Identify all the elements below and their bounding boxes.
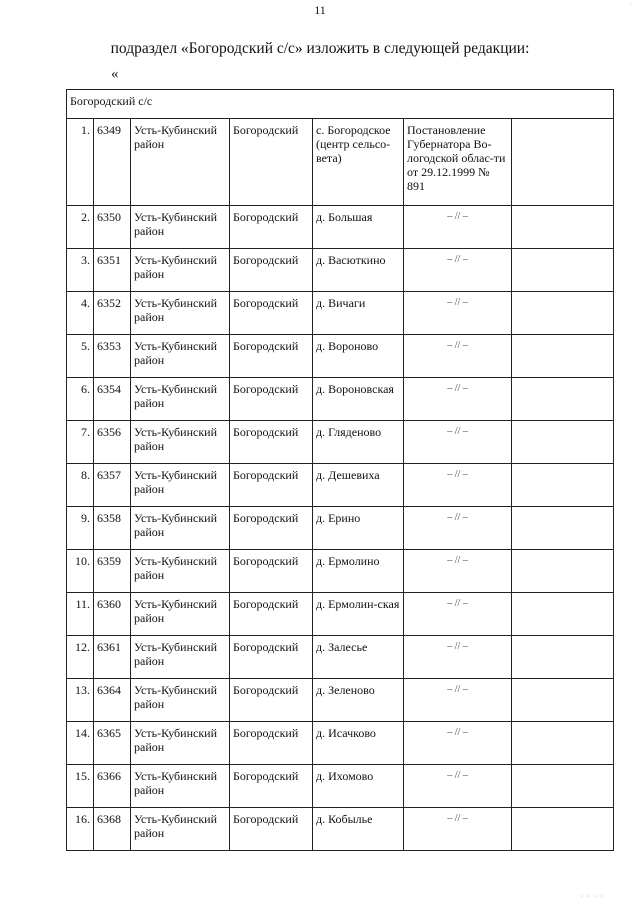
intro-text: подраздел «Богородский с/с» изложить в следующей редакции: <box>110 40 530 57</box>
row-settlement: д. Дешевиха <box>313 464 404 507</box>
table-row <box>67 765 614 808</box>
table-row <box>67 292 614 335</box>
row-number: 2. <box>67 206 94 249</box>
row-settlement: д. Ермолино <box>313 550 404 593</box>
row-note <box>512 249 614 292</box>
row-code: 6354 <box>94 378 131 421</box>
row-number: 3. <box>67 249 94 292</box>
table-row <box>67 808 614 851</box>
table-row <box>67 464 614 507</box>
row-note <box>512 206 614 249</box>
row-council: Богородский <box>230 335 313 378</box>
row-document: – // – <box>404 378 512 421</box>
row-settlement: д. Большая <box>313 206 404 249</box>
row-document: – // – <box>404 550 512 593</box>
row-council: Богородский <box>230 378 313 421</box>
row-number: 14. <box>67 722 94 765</box>
section-header-row <box>67 90 614 119</box>
row-note <box>512 292 614 335</box>
row-district: Усть-Кубинский район <box>131 808 230 851</box>
row-number: 13. <box>67 679 94 722</box>
table-row <box>67 507 614 550</box>
row-settlement: д. Исачково <box>313 722 404 765</box>
page-number: 11 <box>314 3 326 17</box>
row-document: – // – <box>404 679 512 722</box>
row-document: – // – <box>404 464 512 507</box>
row-number: 15. <box>67 765 94 808</box>
row-document: – // – <box>404 765 512 808</box>
table-row <box>67 249 614 292</box>
row-council: Богородский <box>230 550 313 593</box>
row-council: Богородский <box>230 722 313 765</box>
row-note <box>512 722 614 765</box>
row-document: – // – <box>404 507 512 550</box>
row-council: Богородский <box>230 593 313 636</box>
scan-corner-mark: · <box>629 0 632 9</box>
scan-footer-mark: · · · · <box>580 892 604 901</box>
row-code: 6364 <box>94 679 131 722</box>
row-document: Постановление Губернатора Во-логодской облас-ти от 29.12.1999 № 891 <box>404 119 512 206</box>
row-number: 4. <box>67 292 94 335</box>
row-settlement: д. Ермолин-ская <box>313 593 404 636</box>
row-note <box>512 636 614 679</box>
row-district: Усть-Кубинский район <box>131 550 230 593</box>
row-council: Богородский <box>230 249 313 292</box>
row-settlement: д. Ихомово <box>313 765 404 808</box>
row-settlement: д. Вичаги <box>313 292 404 335</box>
row-settlement: д. Залесье <box>313 636 404 679</box>
row-document: – // – <box>404 206 512 249</box>
row-district: Усть-Кубинский район <box>131 421 230 464</box>
row-document: – // – <box>404 593 512 636</box>
row-note <box>512 507 614 550</box>
row-note <box>512 808 614 851</box>
settlements-table <box>66 89 614 851</box>
table-row <box>67 636 614 679</box>
row-note <box>512 335 614 378</box>
row-number: 9. <box>67 507 94 550</box>
row-district: Усть-Кубинский район <box>131 292 230 335</box>
table-row <box>67 550 614 593</box>
row-code: 6359 <box>94 550 131 593</box>
row-note <box>512 593 614 636</box>
row-district: Усть-Кубинский район <box>131 378 230 421</box>
row-note <box>512 679 614 722</box>
table-row <box>67 206 614 249</box>
row-code: 6353 <box>94 335 131 378</box>
table-row <box>67 722 614 765</box>
row-note <box>512 378 614 421</box>
row-district: Усть-Кубинский район <box>131 636 230 679</box>
row-document: – // – <box>404 636 512 679</box>
row-council: Богородский <box>230 765 313 808</box>
row-district: Усть-Кубинский район <box>131 119 230 206</box>
table-row <box>67 378 614 421</box>
row-settlement: д. Зеленово <box>313 679 404 722</box>
row-district: Усть-Кубинский район <box>131 249 230 292</box>
row-number: 11. <box>67 593 94 636</box>
row-note <box>512 765 614 808</box>
row-settlement: д. Вороновская <box>313 378 404 421</box>
table-row <box>67 593 614 636</box>
row-number: 7. <box>67 421 94 464</box>
row-code: 6356 <box>94 421 131 464</box>
row-code: 6361 <box>94 636 131 679</box>
row-number: 5. <box>67 335 94 378</box>
row-code: 6365 <box>94 722 131 765</box>
row-code: 6357 <box>94 464 131 507</box>
row-note <box>512 550 614 593</box>
section-title: Богородский с/с <box>67 90 614 119</box>
row-document: – // – <box>404 292 512 335</box>
row-council: Богородский <box>230 292 313 335</box>
row-document: – // – <box>404 722 512 765</box>
row-council: Богородский <box>230 119 313 206</box>
row-note <box>512 464 614 507</box>
row-district: Усть-Кубинский район <box>131 206 230 249</box>
table-row <box>67 421 614 464</box>
row-number: 10. <box>67 550 94 593</box>
row-number: 16. <box>67 808 94 851</box>
row-number: 12. <box>67 636 94 679</box>
row-council: Богородский <box>230 636 313 679</box>
row-district: Усть-Кубинский район <box>131 464 230 507</box>
row-code: 6352 <box>94 292 131 335</box>
row-document: – // – <box>404 421 512 464</box>
row-settlement: д. Вороново <box>313 335 404 378</box>
row-note <box>512 421 614 464</box>
row-settlement: д. Кобылье <box>313 808 404 851</box>
row-code: 6351 <box>94 249 131 292</box>
row-document: – // – <box>404 808 512 851</box>
row-note <box>512 119 614 206</box>
table-row <box>67 679 614 722</box>
table-row <box>67 119 614 206</box>
opening-quote: « <box>111 66 119 82</box>
table-row <box>67 335 614 378</box>
row-district: Усть-Кубинский район <box>131 722 230 765</box>
row-district: Усть-Кубинский район <box>131 507 230 550</box>
row-document: – // – <box>404 249 512 292</box>
row-settlement: д. Васюткино <box>313 249 404 292</box>
row-district: Усть-Кубинский район <box>131 765 230 808</box>
row-code: 6368 <box>94 808 131 851</box>
row-district: Усть-Кубинский район <box>131 593 230 636</box>
row-council: Богородский <box>230 808 313 851</box>
row-code: 6358 <box>94 507 131 550</box>
row-code: 6366 <box>94 765 131 808</box>
row-settlement: д. Гляденово <box>313 421 404 464</box>
row-council: Богородский <box>230 507 313 550</box>
row-code: 6360 <box>94 593 131 636</box>
row-settlement: д. Ерино <box>313 507 404 550</box>
row-code: 6349 <box>94 119 131 206</box>
row-code: 6350 <box>94 206 131 249</box>
row-council: Богородский <box>230 421 313 464</box>
row-district: Усть-Кубинский район <box>131 679 230 722</box>
row-council: Богородский <box>230 206 313 249</box>
row-document: – // – <box>404 335 512 378</box>
row-number: 1. <box>67 119 94 206</box>
row-number: 8. <box>67 464 94 507</box>
row-district: Усть-Кубинский район <box>131 335 230 378</box>
row-council: Богородский <box>230 464 313 507</box>
row-council: Богородский <box>230 679 313 722</box>
row-settlement: с. Богородское (центр сельсо-вета) <box>313 119 404 206</box>
row-number: 6. <box>67 378 94 421</box>
